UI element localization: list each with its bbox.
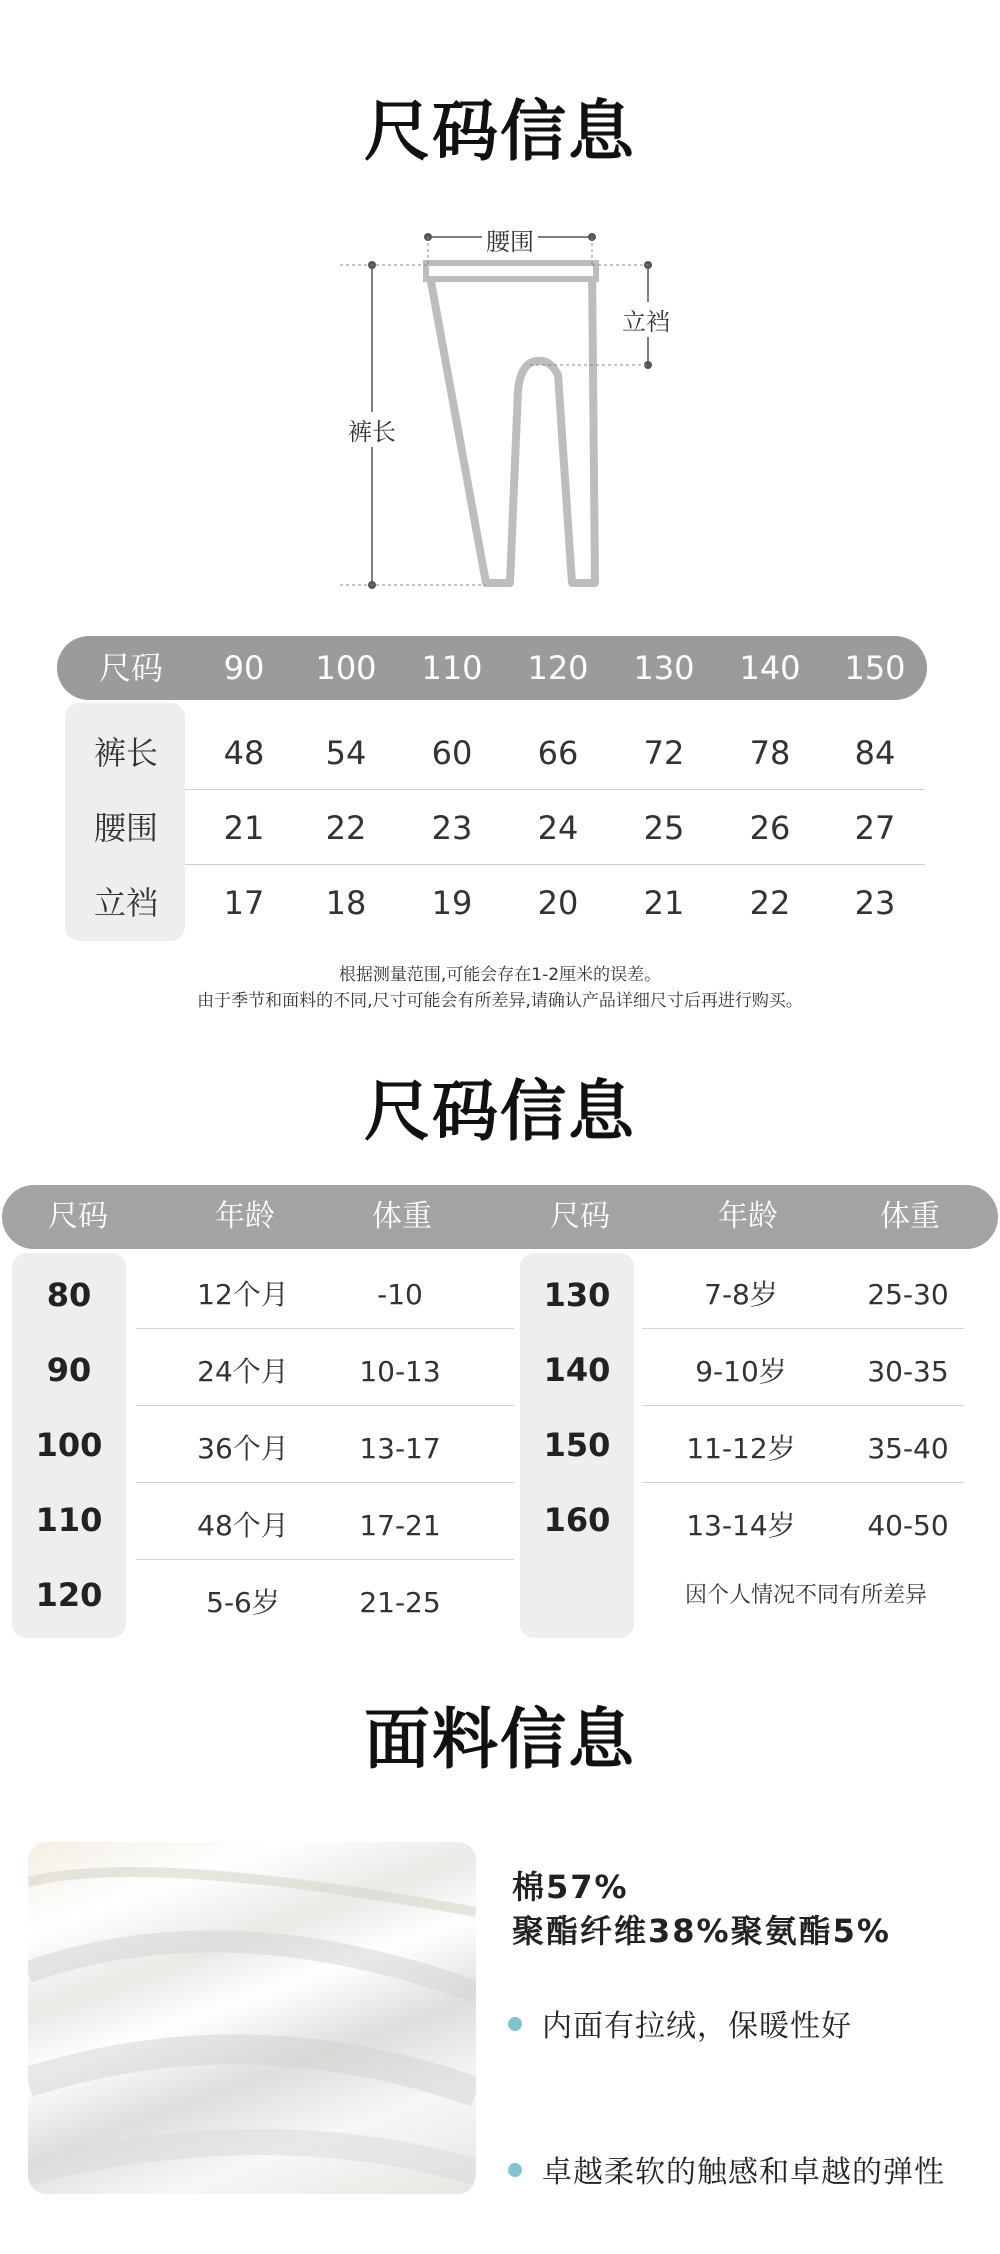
weight-value: 35-40 (867, 1432, 949, 1465)
header-age: 年龄 (215, 1199, 275, 1234)
size-value: 160 (543, 1501, 611, 1539)
table-cell: 22 (749, 884, 791, 922)
row-divider (136, 1559, 514, 1560)
table-cell: 22 (325, 809, 367, 847)
weight-value: 30-35 (867, 1355, 949, 1388)
composition-blend: 聚酯纤维38%聚氨酯5% (512, 1912, 891, 1950)
size-info-title: 尺码信息 (364, 93, 636, 170)
row-label: 立裆 (93, 884, 158, 922)
weight-value: 17-21 (359, 1509, 441, 1542)
fabric-photo (28, 1842, 476, 2194)
age-value: 36个月 (197, 1432, 289, 1465)
size-value: 110 (35, 1501, 103, 1539)
length-label: 裤长 (346, 412, 398, 447)
size-value: 120 (35, 1576, 103, 1614)
header-weight: 体重 (372, 1199, 432, 1234)
age-value: 12个月 (197, 1278, 289, 1311)
measurement-note: 根据测量范围,可能会存在1-2厘米的误差。 (338, 965, 662, 985)
table-cell: 21 (643, 884, 685, 922)
header-size: 尺码 (48, 1199, 108, 1234)
size-disclaimer: 由于季节和面料的不同,尺寸可能会有所差异,请确认产品详细尺寸后再进行购买。 (197, 991, 803, 1011)
header-size-label: 尺码 (98, 649, 163, 687)
row-divider (642, 1482, 964, 1483)
size-footnote: 因个人情况不同有所差异 (684, 1583, 927, 1608)
header-size: 150 (844, 649, 906, 687)
age-value: 9-10岁 (695, 1355, 787, 1388)
size-value: 150 (543, 1426, 611, 1464)
table-cell: 60 (431, 734, 473, 772)
table-cell: 23 (854, 884, 896, 922)
row-divider (185, 789, 925, 790)
age-value: 13-14岁 (686, 1509, 796, 1542)
table-cell: 54 (325, 734, 367, 772)
age-value: 24个月 (197, 1355, 289, 1388)
table-cell: 19 (431, 884, 473, 922)
header-size: 120 (527, 649, 589, 687)
size-value: 80 (46, 1276, 92, 1314)
age-value: 48个月 (197, 1509, 289, 1542)
bullet-dot (508, 2017, 522, 2031)
table-cell: 24 (537, 809, 579, 847)
table-cell: 23 (431, 809, 473, 847)
header-age: 年龄 (718, 1199, 778, 1234)
size-age-table-header (2, 1185, 998, 1249)
age-value: 7-8岁 (704, 1278, 778, 1311)
weight-value: 13-17 (359, 1432, 441, 1465)
table-cell: 21 (223, 809, 265, 847)
size-value: 130 (543, 1276, 611, 1314)
table-cell: 78 (749, 734, 791, 772)
table-cell: 20 (537, 884, 579, 922)
row-divider (642, 1405, 964, 1406)
header-size: 110 (421, 649, 483, 687)
age-value: 5-6岁 (206, 1586, 280, 1619)
row-divider (642, 1328, 964, 1329)
size-value: 90 (46, 1351, 92, 1389)
bullet-dot (508, 2163, 522, 2177)
header-weight: 体重 (880, 1199, 940, 1234)
weight-value: 25-30 (867, 1278, 949, 1311)
header-size: 90 (223, 649, 265, 687)
size-value: 100 (35, 1426, 103, 1464)
header-size: 130 (633, 649, 695, 687)
age-value: 11-12岁 (686, 1432, 796, 1465)
pants-diagram (330, 215, 690, 600)
table-cell: 26 (749, 809, 791, 847)
table-cell: 72 (643, 734, 685, 772)
row-divider (136, 1482, 514, 1483)
size-table-header (57, 636, 927, 700)
table-cell: 25 (643, 809, 685, 847)
header-size: 140 (739, 649, 801, 687)
header-size: 100 (315, 649, 377, 687)
table-cell: 84 (854, 734, 896, 772)
feature-warmth: 内面有拉绒，保暖性好 (542, 2009, 852, 2044)
header-size: 尺码 (550, 1199, 610, 1234)
weight-value: -10 (377, 1278, 423, 1311)
table-cell: 48 (223, 734, 265, 772)
waist-label: 腰围 (482, 222, 538, 257)
feature-softness: 卓越柔软的触感和卓越的弹性 (542, 2155, 945, 2190)
row-divider (136, 1405, 514, 1406)
table-cell: 18 (325, 884, 367, 922)
composition-cotton: 棉57% (512, 1868, 629, 1906)
rise-label: 立裆 (620, 302, 672, 337)
row-divider (136, 1328, 514, 1329)
table-cell: 27 (854, 809, 896, 847)
row-label: 裤长 (93, 734, 158, 772)
row-label: 腰围 (93, 809, 158, 847)
table-cell: 66 (537, 734, 579, 772)
weight-value: 21-25 (359, 1586, 441, 1619)
fabric-info-title: 面料信息 (364, 1701, 636, 1778)
size-age-title: 尺码信息 (364, 1073, 636, 1150)
weight-value: 10-13 (359, 1355, 441, 1388)
table-cell: 17 (223, 884, 265, 922)
row-divider (185, 864, 925, 865)
size-value: 140 (543, 1351, 611, 1389)
weight-value: 40-50 (867, 1509, 949, 1542)
